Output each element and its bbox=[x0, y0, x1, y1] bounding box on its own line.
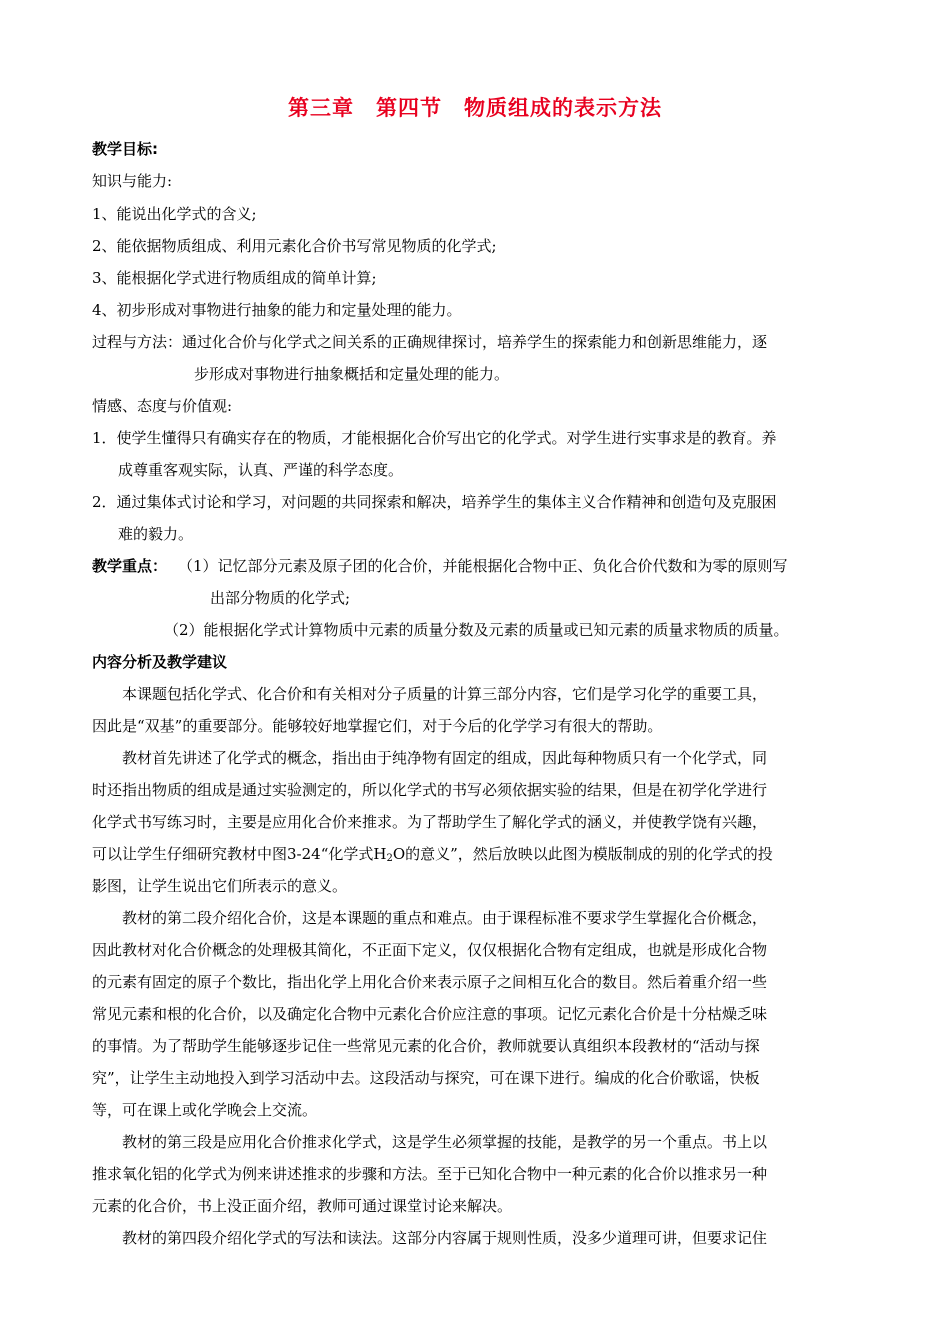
paragraph-line: 教材首先讲述了化学式的概念，指出由于纯净物有固定的组成，因此每种物质只有一个化学式，同 bbox=[122, 749, 768, 767]
paragraph-line bbox=[92, 844, 773, 869]
paragraph-line: 究”，让学生主动地投入到学习活动中去。这段活动与探究，可在课下进行。编成的化合价歌谣，快板 bbox=[92, 1069, 760, 1087]
paragraph-line: 教材的第三段是应用化合价推求化学式，这是学生必须掌握的技能，是教学的另一个重点。书上以 bbox=[122, 1133, 768, 1151]
paragraph-line: 因此教材对化合价概念的处理极其简化，不正面下定义，仅仅根据化合物有定组成，也就是形成化合物 bbox=[92, 941, 768, 959]
knowledge-item: 4、初步形成对事物进行抽象的能力和定量处理的能力。 bbox=[92, 301, 462, 319]
paragraph-line: 教材的第四段介绍化学式的写法和读法。这部分内容属于规则性质，没多少道理可讲，但要求记住 bbox=[122, 1229, 768, 1247]
paragraph-line: 元素的化合价，书上没正面介绍，教师可通过课堂讨论来解决。 bbox=[92, 1197, 513, 1215]
subscript: 2 bbox=[386, 853, 393, 864]
paragraph-line: 推求氧化铝的化学式为例来讲述推求的步骤和方法。至于已知化合物中一种元素的化合价以推求另一种 bbox=[92, 1165, 768, 1183]
paragraph-text: 可以让学生仔细研究教材中图3-24“化学式H bbox=[92, 845, 387, 863]
emotion-item-2: 2．通过集体式讨论和学习，对问题的共同探索和解决，培养学生的集体主义合作精神和创造句及克服困 bbox=[92, 493, 777, 511]
key-point-2: （2）能根据化学式计算物质中元素的质量分数及元素的质量或已知元素的质量求物质的质量。 bbox=[164, 621, 789, 639]
paragraph-text: O的意义”，然后放映以此图为模版制成的别的化学式的投 bbox=[392, 845, 773, 863]
process-method-text: 过程与方法：通过化合价与化学式之间关系的正确规律探讨，培养学生的探索能力和创新思维能力，逐 bbox=[92, 333, 768, 351]
emotion-item-2-cont: 难的毅力。 bbox=[118, 525, 194, 543]
knowledge-item: 2、能依据物质组成、利用元素化合价书写常见物质的化学式; bbox=[92, 237, 497, 255]
knowledge-item: 3、能根据化学式进行物质组成的简单计算; bbox=[92, 269, 377, 287]
paragraph-line: 时还指出物质的组成是通过实验测定的，所以化学式的书写必须依据实验的结果，但是在初学化学进行 bbox=[92, 781, 768, 799]
paragraph-line: 影图，让学生说出它们所表示的意义。 bbox=[92, 877, 348, 895]
paragraph-line: 化学式书写练习时，主要是应用化合价来推求。为了帮助学生了解化学式的涵义，并使教学饶有兴趣， bbox=[92, 813, 768, 831]
paragraph-line: 的元素有固定的原子个数比，指出化学上用化合价来表示原子之间相互化合的数目。然后着重介绍一些 bbox=[92, 973, 768, 991]
objectives-heading: 教学目标: bbox=[92, 140, 158, 158]
emotion-item-1: 1．使学生懂得只有确实存在的物质，才能根据化合价写出它的化学式。对学生进行实事求是的教育。养 bbox=[92, 429, 777, 447]
paragraph-line: 教材的第二段介绍化合价，这是本课题的重点和难点。由于课程标准不要求学生掌握化合价概念， bbox=[122, 909, 768, 927]
knowledge-heading: 知识与能力: bbox=[92, 172, 173, 190]
analysis-heading: 内容分析及教学建议 bbox=[92, 653, 228, 671]
emotion-heading: 情感、态度与价值观: bbox=[92, 397, 233, 415]
paragraph-line: 常见元素和根的化合价，以及确定化合物中元素化合价应注意的事项。记忆元素化合价是十分枯燥乏味 bbox=[92, 1005, 768, 1023]
paragraph-line: 等，可在课上或化学晚会上交流。 bbox=[92, 1101, 318, 1119]
page-title: 第三章 第四节 物质组成的表示方法 bbox=[288, 96, 662, 120]
knowledge-item: 1、能说出化学式的含义; bbox=[92, 205, 257, 223]
emotion-item-1-cont: 成尊重客观实际，认真、严谨的科学态度。 bbox=[118, 461, 404, 479]
key-point-1: （1）记忆部分元素及原子团的化合价，并能根据化合物中正、负化合价代数和为零的原则写 bbox=[178, 557, 788, 575]
key-point-1-cont: 出部分物质的化学式; bbox=[210, 589, 351, 607]
paragraph-line: 的事情。为了帮助学生能够逐步记住一些常见元素的化合价，教师就要认真组织本段教材的“活动与探 bbox=[92, 1037, 760, 1055]
paragraph-line: 因此是“双基”的重要部分。能够较好地掌握它们，对于今后的化学学习有很大的帮助。 bbox=[92, 717, 663, 735]
paragraph-line: 本课题包括化学式、化合价和有关相对分子质量的计算三部分内容，它们是学习化学的重要工具， bbox=[122, 685, 768, 703]
key-points-label: 教学重点： bbox=[92, 557, 168, 575]
process-method-text-cont: 步形成对事物进行抽象概括和定量处理的能力。 bbox=[194, 365, 510, 383]
